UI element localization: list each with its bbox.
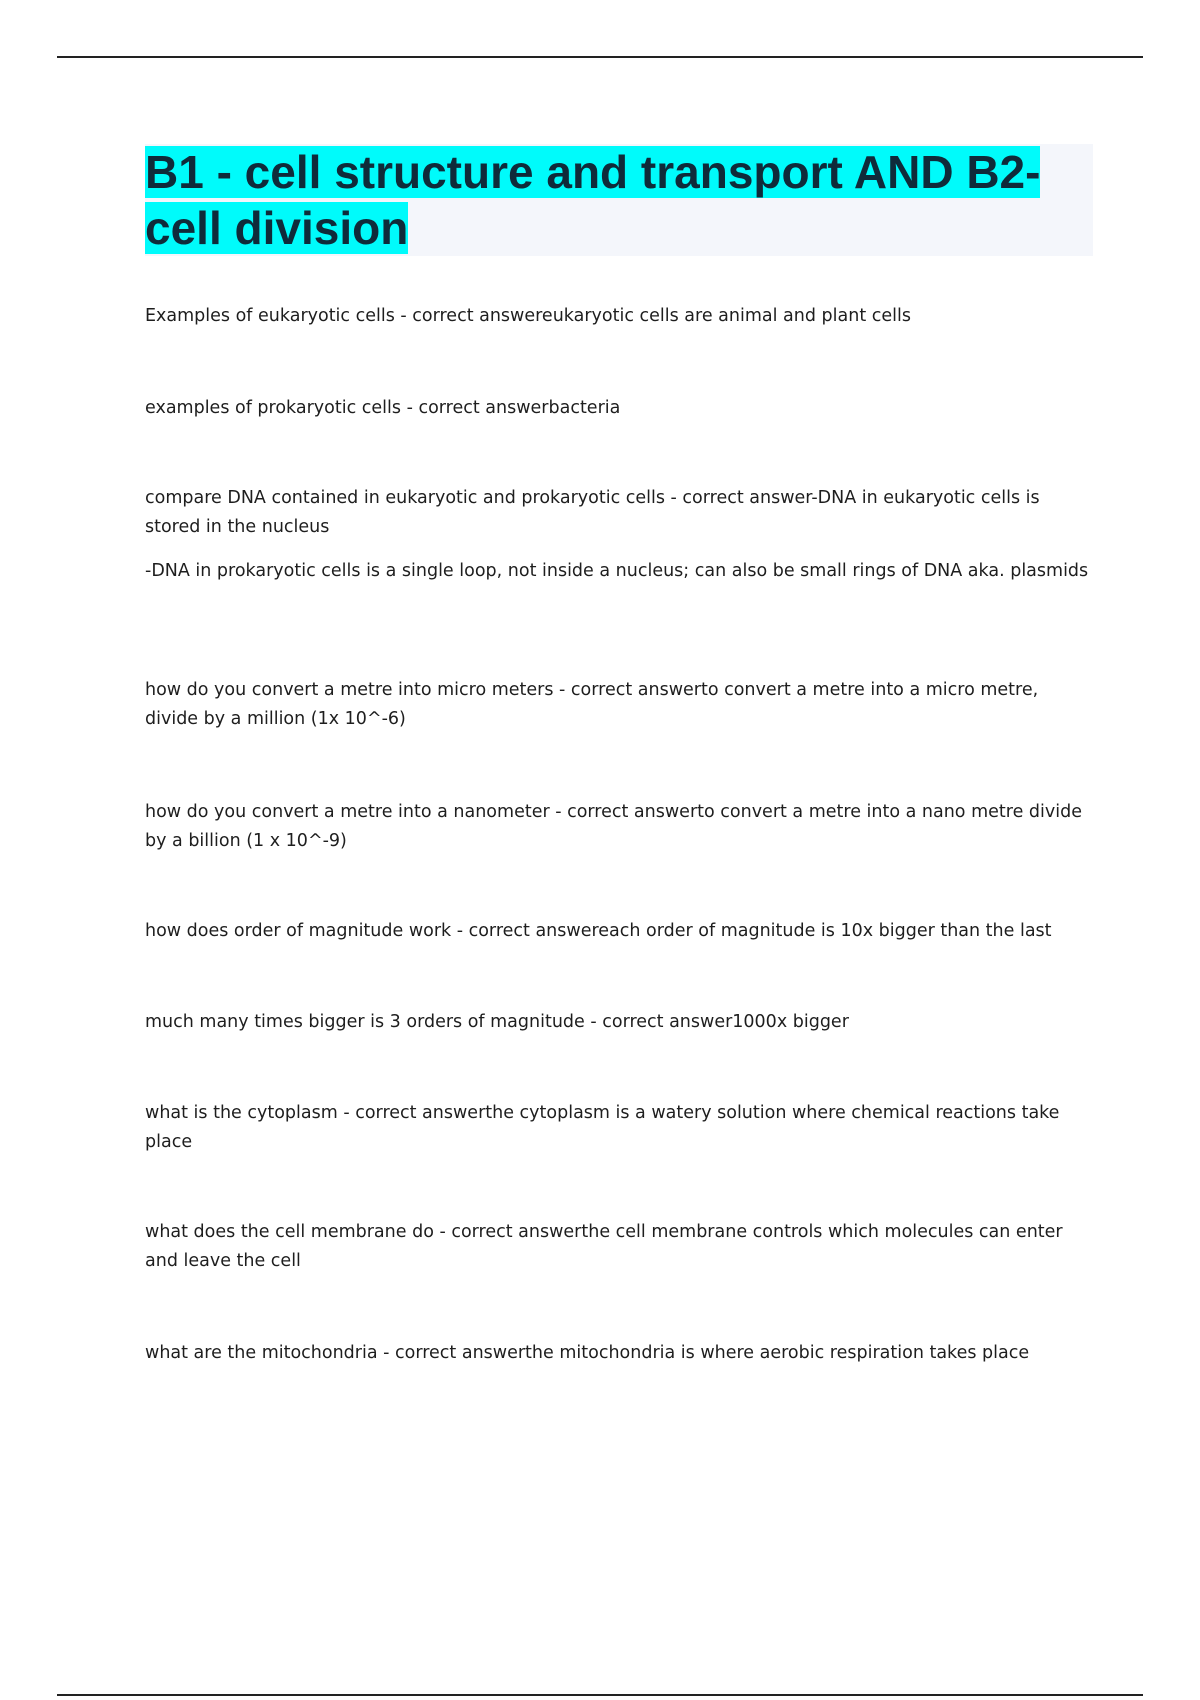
qa-item-three-orders: much many times bigger is 3 orders of magnitude - correct answer1000x bigger <box>145 1012 849 1032</box>
bottom-rule <box>57 1694 1143 1696</box>
qa-item-compare-dna: compare DNA contained in eukaryotic and prokaryotic cells - correct answer-DNA in eukaryotic cells is stored in the nucleus <box>145 488 1040 537</box>
qa-item-order-of-magnitude: how does order of magnitude work - correct answereach order of magnitude is 10x bigger than the last <box>145 921 1052 941</box>
qa-item-cytoplasm: what is the cytoplasm - correct answerthe cytoplasm is a watery solution where chemical reactions take place <box>145 1103 1060 1152</box>
qa-item-prokaryotic-examples: examples of prokaryotic cells - correct answerbacteria <box>145 398 621 418</box>
qa-item-metre-to-micrometre: how do you convert a metre into micro meters - correct answerto convert a metre into a micro metre, divide by a million (1x 10^-6) <box>145 680 1039 729</box>
qa-item-prokaryotic-dna: -DNA in prokaryotic cells is a single loop, not inside a nucleus; can also be small rings of DNA aka. plasmids <box>145 561 1089 581</box>
qa-item-cell-membrane: what does the cell membrane do - correct answerthe cell membrane controls which molecules can enter and leave the cell <box>145 1222 1063 1271</box>
qa-item-metre-to-nanometre: how do you convert a metre into a nanometer - correct answerto convert a metre into a nano metre divide by a billion (1 x 10^-9) <box>145 802 1082 851</box>
qa-item-mitochondria: what are the mitochondria - correct answerthe mitochondria is where aerobic respiration takes place <box>145 1343 1030 1363</box>
page-title <box>145 144 1093 256</box>
qa-item-eukaryotic-examples: Examples of eukaryotic cells - correct answereukaryotic cells are animal and plant cells <box>145 306 911 326</box>
top-rule <box>57 56 1143 58</box>
title-highlight: B1 - cell structure and transport AND B2- cell division <box>145 146 1041 254</box>
title-block <box>145 144 1093 256</box>
